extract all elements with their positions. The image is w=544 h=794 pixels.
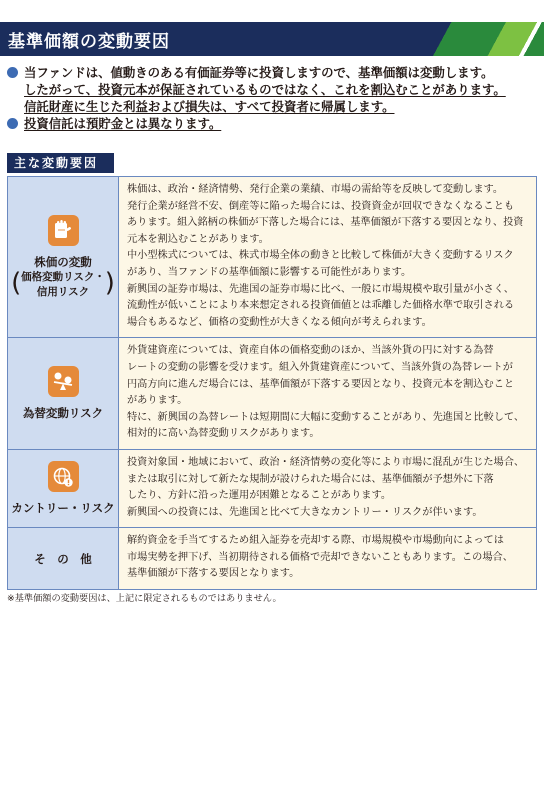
risk-text-line: あります。組入銘柄の株価が下落した場合には、基準価額が下落する要因となり、投資	[127, 217, 524, 229]
bullet-item	[6, 115, 536, 132]
risk-label: そ の 他	[34, 551, 92, 566]
risk-text-line: 新興国の証券市場は、先進国の証券市場に比べ、一般に市場規模や取引量が小さく、	[127, 283, 514, 295]
page-title: 基準価額の変動要因	[8, 32, 170, 52]
risk-text-line: 中小型株式については、株式市場全体の動きと比較して株価が大きく変動するリスク	[127, 250, 514, 262]
risk-text-line: があります。	[127, 395, 188, 407]
risk-row-country	[8, 449, 536, 527]
risk-text-line: 外貨建資産については、資産自体の価格変動のほか、当該外貨の円に対する為替	[127, 345, 494, 357]
risk-row-other	[8, 527, 536, 589]
risk-label: カントリー・リスク	[11, 501, 115, 516]
risk-text-line: 市場実勢を押下げ、当初期待される価格で売却できないこともあります。この場合、	[127, 551, 513, 563]
risk-text-line: レートの変動の影響を受けます。組入外貨建資産について、当該外貨の為替レートが	[127, 361, 513, 373]
bullet-line: 投資信託は預貯金とは異なります。	[24, 116, 222, 131]
risk-label: 株価の変動	[34, 254, 92, 269]
risk-text-line: があり、当ファンドの基準価額に影響する可能性があります。	[127, 266, 412, 278]
risk-row-fx	[8, 337, 536, 449]
footnote: ※基準価額の変動要因は、上記に限定されるものではありません。	[7, 593, 282, 604]
risk-row-stock	[8, 177, 536, 337]
risk-text-line: 流動性が低いことにより本来想定される投資価値とは乖離した価格水準で取引される	[127, 300, 515, 312]
risk-sub-line: 信用リスク	[36, 285, 90, 298]
header-accent-stripe	[408, 22, 544, 56]
risk-text-line: 元本を割込むことがあります。	[127, 233, 269, 245]
risk-text-line: 株価は、政治・経済情勢、発行企業の業績、市場の需給等を反映して変動します。	[127, 184, 504, 195]
risk-label-cell	[8, 450, 119, 527]
risk-table	[7, 176, 537, 590]
risk-text-line: 解約資金を手当てするため組入証券を売却する際、市場規模や市場動向によっては	[127, 535, 504, 547]
section-label: 主な変動要因	[7, 153, 114, 173]
summary-bullets	[6, 64, 536, 132]
risk-label: 為替変動リスク	[22, 406, 104, 421]
risk-text-line: または取引に対して新たな規制が設けられた場合には、基準価額が予想外に下落	[127, 473, 494, 485]
risk-text-line: 発行企業が経営不安、倒産等に陥った場合には、投資資金が回収できなくなることも	[127, 200, 515, 212]
risk-label-cell	[8, 338, 119, 449]
risk-label-cell	[8, 528, 119, 589]
header-band	[0, 22, 544, 56]
risk-label-cell	[8, 177, 119, 337]
risk-text-line: 投資対象国・地域において、政治・経済情勢の変化等により市場に混乱が生じた場合、	[127, 456, 525, 468]
balance-scale-icon	[48, 366, 79, 397]
risk-description	[119, 528, 536, 589]
risk-text-line: したり、方針に沿った運用が困難となることがあります。	[127, 490, 392, 502]
bullet-line: 信託財産に生じた利益および損失は、すべて投資者に帰属します。	[24, 99, 395, 114]
bullet-line: したがって、投資元本が保証されているものではなく、これを割込むことがあります。	[24, 82, 506, 97]
risk-sub-label: ( 価格変動リスク・ 信用リスク )	[11, 267, 115, 298]
bullet-dot-icon	[7, 67, 18, 78]
risk-description	[119, 450, 536, 527]
risk-sub-line: 価格変動リスク・	[21, 270, 105, 283]
bullet-item	[6, 64, 536, 115]
risk-description	[119, 177, 536, 337]
risk-text-line: 相対的に高い為替変動リスクがあります。	[127, 428, 320, 440]
risk-text-line: 場合もあるなど、価格の変動性が大きくなる傾向が考えられます。	[127, 316, 432, 328]
risk-text-line: 新興国への投資には、先進国と比べて大きなカントリー・リスクが伴います。	[127, 506, 483, 518]
risk-text-line: 基準価額が下落する要因となります。	[127, 568, 300, 580]
hand-icon	[48, 215, 79, 246]
globe-warning-icon	[48, 461, 79, 492]
risk-description	[119, 338, 536, 449]
risk-text-line: 円高方向に進んだ場合には、基準価額が下落する要因となり、投資元本を割込むこと	[127, 378, 515, 390]
risk-text-line: 特に、新興国の為替レートは短期間に大幅に変動することがあり、先進国と比較して、	[127, 411, 525, 423]
bullet-line: 当ファンドは、値動きのある有価証券等に投資しますので、基準価額は変動します。	[24, 65, 494, 80]
bullet-dot-icon	[7, 118, 18, 129]
